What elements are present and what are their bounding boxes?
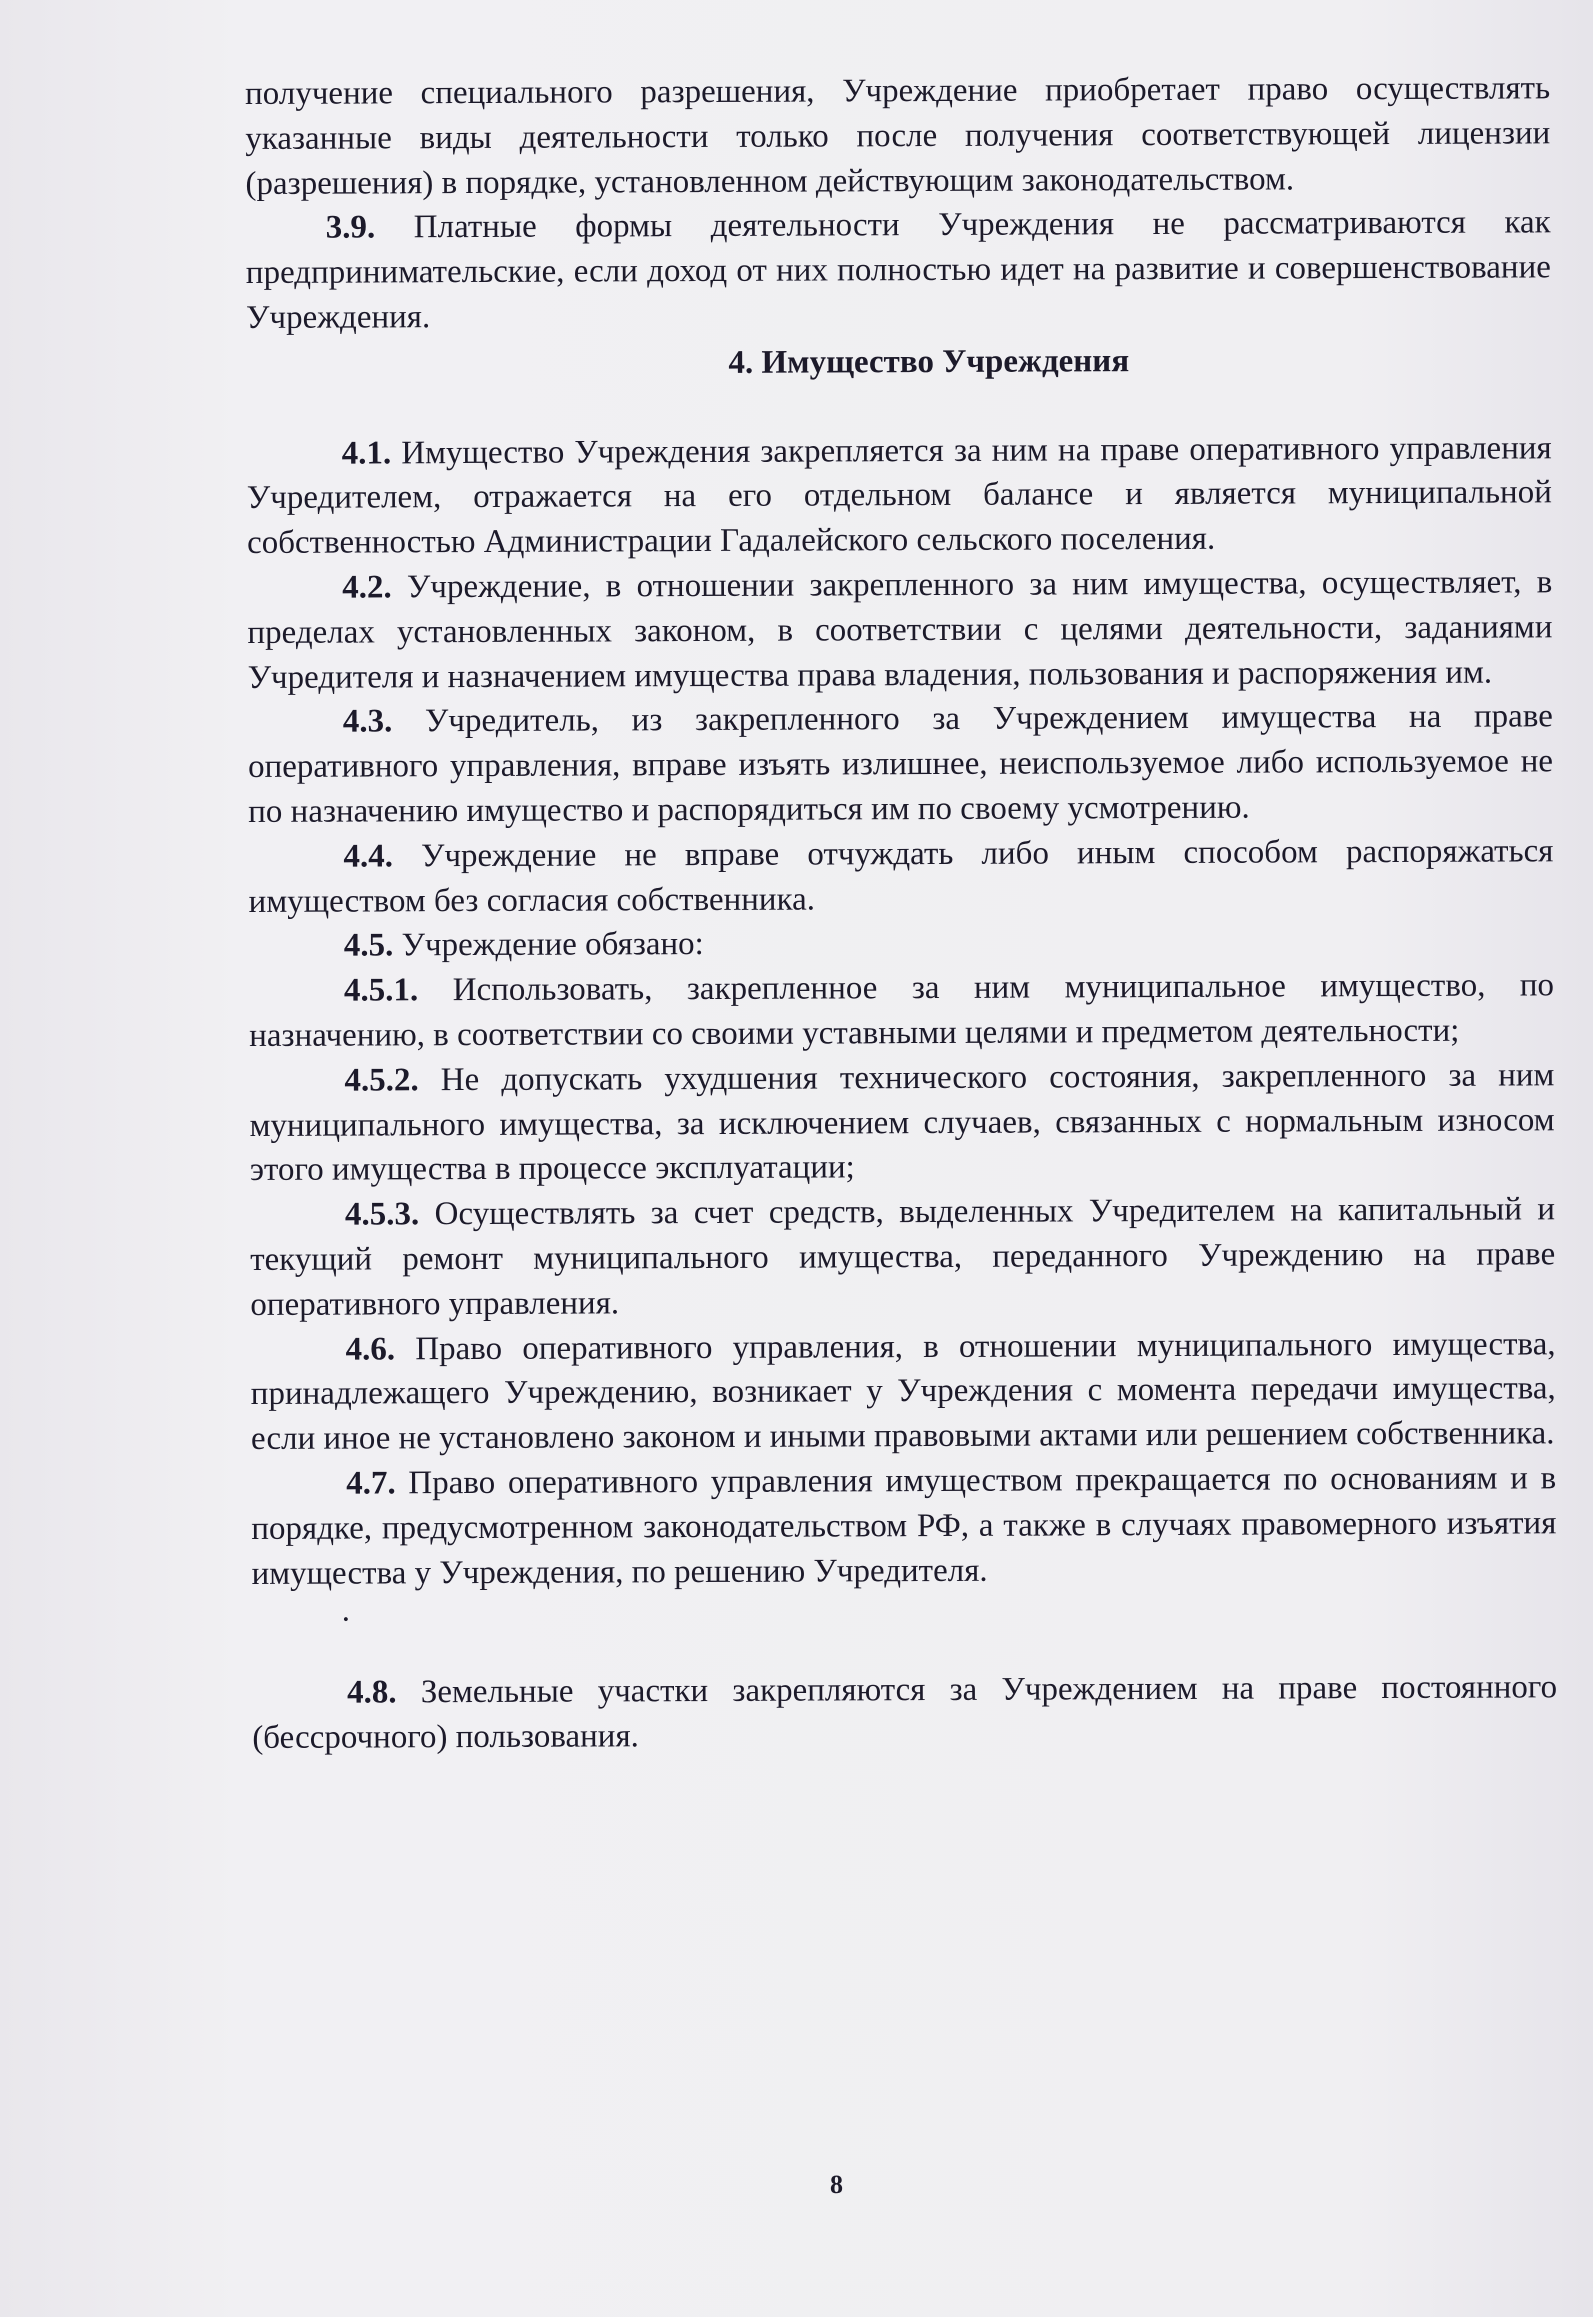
paragraph-4-2: [247, 560, 1553, 700]
paragraph-text: Учреждение, в отношении закрепленного за ним имущества, осуществляет, в пределах установленных законом, в соответствии с целями деятельности, заданиями Учредителя и назначением имущества права владения, пользования и распоряжения им.: [247, 564, 1553, 696]
paragraph-4-5-1: [249, 963, 1554, 1058]
section-title: 4. Имущество Учреждения: [728, 342, 1130, 381]
paragraph-4-7: [251, 1456, 1557, 1596]
paragraph-text: Земельные участки закрепляются за Учреждением на праве постоянного (бессрочного) пользования.: [252, 1669, 1558, 1756]
paragraph-number: 4.7.: [346, 1465, 396, 1502]
paragraph-number: 4.5.1.: [343, 972, 419, 1009]
paragraph-number: 4.8.: [346, 1674, 397, 1711]
paragraph-text: Право оперативного управления имуществом прекращается по основаниям и в порядке, предусмотренном законодательством РФ, а также в случаях правомерного изъятия имущества у Учреждения, по решению Учредителя.: [251, 1460, 1557, 1592]
paragraph-3-9: [246, 201, 1552, 341]
paragraph-text: Учреждение обязано:: [401, 926, 704, 964]
paragraph-text: Учредитель, из закрепленного за Учреждением имущества на праве оперативного управления, вправе изъять излишнее, неиспользуемое либо используемое не по назначению имущество и распорядиться им по своему усмотрению.: [247, 698, 1554, 830]
paragraph-text: Не допускать ухудшения технического состояния, закрепленного за ним муниципального имущества, за исключением случаев, связанных с нормальным износом этого имущества в процессе эксплуатации;: [249, 1057, 1555, 1189]
paragraph-number: 4.5.3.: [344, 1196, 420, 1233]
intro-paragraph: получение специального разрешения, Учреждение приобретает право осуществлять указанные виды деятельности только после получения соответствующей лицензии (разрешения) в порядке, установленном действующим законодательством.: [245, 70, 1551, 202]
paragraph-4-3: [248, 695, 1554, 835]
paragraph-number: 4.2.: [342, 569, 392, 606]
paragraph-text: Имущество Учреждения закрепляется за ним на праве оперативного управления Учредителем, отражается на его отдельном балансе и является муниципальной собственностью Администрации Гадалейского сельского поселения.: [246, 429, 1552, 562]
paragraph-number: 4.1.: [341, 434, 392, 472]
paragraph-number: 4.5.: [343, 927, 394, 964]
document-body: [245, 66, 1557, 1760]
paragraph-number: 4.5.2.: [344, 1061, 419, 1099]
paragraph-number: 4.4.: [343, 838, 394, 875]
paragraph-text: Право оперативного управления, в отношении муниципального имущества, принадлежащего Учреждению, возникает у Учреждения с момента передачи имущества, если иное не установлено законом и иными правовыми актами или решением собственника.: [250, 1325, 1556, 1458]
paragraph-4-5: [249, 919, 1554, 969]
paragraph-4-1: [247, 426, 1553, 566]
paragraph-text: Платные формы деятельности Учреждения не рассматриваются как предпринимательские, если доход от них полностью идет на развитие и совершенствование Учреждения.: [245, 204, 1551, 336]
paragraph-number: 4.3.: [342, 703, 393, 740]
paragraph-4-4: [248, 829, 1553, 924]
paragraph-4-6: [250, 1322, 1556, 1462]
paragraph-text: Учреждение не вправе отчуждать либо иным способом распоряжаться имуществом без согласия собственника.: [248, 833, 1554, 920]
paragraph-number: 3.9.: [325, 209, 376, 247]
stray-dot: .: [341, 1592, 351, 1629]
page-number: 8: [830, 2170, 843, 2199]
paragraph-text: Осуществлять за счет средств, выделенных Учредителем на капитальный и текущий ремонт муниципального имущества, переданного Учреждению на праве оперативного управления.: [250, 1191, 1556, 1323]
paragraph-4-5-2: [249, 1053, 1555, 1193]
paragraph-4-5-3: [250, 1187, 1556, 1327]
paragraph-text: Использовать, закрепленное за ним муниципальное имущество, по назначению, в соответствии со своими уставными целями и предметом деятельности;: [249, 967, 1555, 1054]
paragraph-4-8: [252, 1665, 1557, 1760]
paragraph-number: 4.6.: [345, 1330, 396, 1368]
